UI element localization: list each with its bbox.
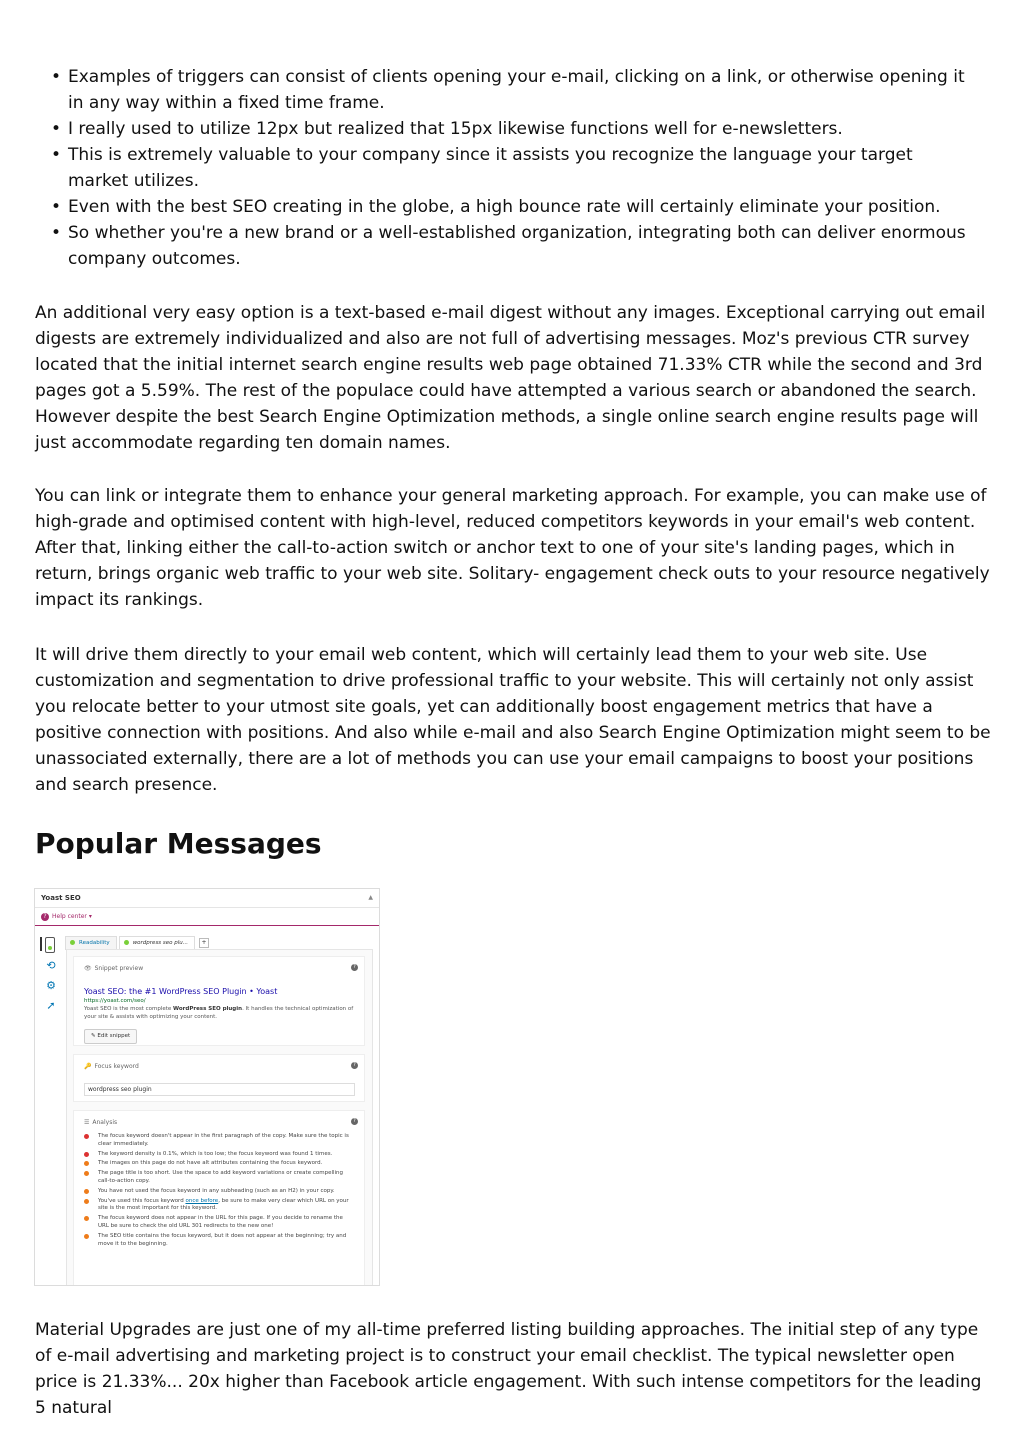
analysis-list [84, 1133, 354, 1250]
snippet-url: https://yoast.com/seo/ [84, 998, 146, 1004]
status-bullet-icon [84, 1199, 89, 1204]
bullet-list [68, 64, 968, 272]
focus-keyword-box [73, 1054, 365, 1102]
active-indicator [40, 937, 42, 951]
dropdown-icon: ▾ [88, 913, 92, 920]
analysis-item: The page title is too short. Use the space to add keyword variations or create compelling call-to-action copy. [84, 1170, 354, 1186]
collapse-icon: ▲ [368, 894, 373, 901]
analysis-item: The SEO title contains the focus keyword, but it does not appear at the beginning; try and move it to the beginning. [84, 1233, 354, 1249]
status-dot-icon [70, 940, 75, 945]
yoast-panel-title: Yoast SEO [41, 894, 81, 902]
analysis-item: The keyword density is 0.1%, which is too low; the focus keyword was found 1 times. [84, 1151, 354, 1159]
status-bullet-icon [84, 1234, 89, 1239]
list-item: • I really used to utilize 12px but realized that 15px likewise functions well for e-newsletters. [68, 116, 968, 142]
yoast-sidebar [40, 937, 60, 1019]
snippet-description: Yoast SEO is the most complete WordPress SEO plugin. It handles the technical optimization of your site & assists with optimizing your content. [84, 1006, 354, 1020]
help-icon: ? [41, 913, 49, 921]
list-item: • Even with the best SEO creating in the globe, a high bounce rate will certainly eliminate your position. [68, 194, 968, 220]
analysis-item: The focus keyword does not appear in the URL for this page. If you decide to rename the URL be sure to check the old URL 301 redirects to the new one! [84, 1215, 354, 1231]
add-tab-icon: + [199, 938, 209, 948]
list-item: • So whether you're a new brand or a well-established organization, integrating both can deliver enormous company outcomes. [68, 220, 968, 272]
help-icon: ? [351, 1062, 358, 1069]
eye-icon: 👁 [84, 965, 92, 972]
share-icon: ⟲ [46, 959, 56, 972]
once-before-link: once before [185, 1197, 219, 1204]
yoast-tabs [65, 936, 209, 950]
tab-keyword: wordpress seo plu... [119, 936, 195, 950]
status-bullet-icon [84, 1216, 89, 1221]
status-bullet-icon [84, 1189, 89, 1194]
pencil-icon: ✎ [91, 1033, 96, 1039]
list-item: • This is extremely valuable to your company since it assists you recognize the language your target market utilizes. [68, 142, 968, 194]
paragraph: It will drive them directly to your email web content, which will certainly lead them to your web site. Use customization and segmentation to drive professional traffic to your website. This will certainly not only assist you relocate better to your utmost site goals, yet can additionally boost engagement metrics that have a positive connection with positions. And also while e-mail and also Search Engine Optimization might seem to be unassociated externally, there are a lot of methods you can use your email campaigns to boost your positions and search presence. [35, 645, 991, 795]
paragraph: Material Upgrades are just one of my all-time preferred listing building approaches. The initial step of any type of e-mail advertising and marketing project is to construct your email checklist. The typical newsletter open price is 21.33%... 20x higher than Facebook article engagement. With such intense competitors for the leading 5 natural [35, 1320, 982, 1418]
focus-keyword-input: wordpress seo plugin [84, 1083, 355, 1096]
snippet-preview-box [73, 956, 365, 1046]
status-bullet-icon [84, 1161, 89, 1166]
help-icon: ? [351, 964, 358, 971]
analysis-item: You have not used the focus keyword in any subheading (such as an H2) in your copy. [84, 1188, 354, 1196]
yoast-panel-header [35, 889, 379, 908]
yoast-seo-screenshot [34, 888, 380, 1286]
list-icon: ☰ [84, 1119, 90, 1126]
paragraph: You can link or integrate them to enhance your general marketing approach. For example, you can make use of high-grade and optimised content with high-level, reduced competitors keywords in your email's web content. After that, linking either the call-to-action switch or anchor text to one of your site's landing pages, which in return, brings organic web traffic to your web site. Solitary- engagement check outs to your resource negatively impact its rankings. [35, 486, 990, 610]
gear-icon: ⚙ [46, 979, 56, 992]
help-center-bar [35, 908, 379, 926]
section-title: Popular Messages [35, 827, 322, 860]
snippet-heading: Snippet preview [94, 965, 144, 972]
help-icon: ? [351, 1118, 358, 1125]
status-dot-icon [124, 940, 129, 945]
status-bullet-icon [84, 1134, 89, 1139]
key-icon: 🔑 [84, 1063, 92, 1070]
plug-icon: ➚ [46, 999, 56, 1012]
list-item: • Examples of triggers can consist of clients opening your e-mail, clicking on a link, or otherwise opening it in any way within a fixed time frame. [68, 64, 968, 116]
tab-readability: Readability [65, 936, 117, 950]
analysis-heading: Analysis [92, 1119, 118, 1126]
analysis-item: You've used this focus keyword once before, be sure to make very clear which URL on your site is the most important for this keyword. [84, 1198, 354, 1214]
analysis-box [73, 1110, 365, 1286]
yoast-content [66, 949, 373, 1286]
status-bullet-icon [84, 1171, 89, 1176]
paragraph: An additional very easy option is a text-based e-mail digest without any images. Exceptional carrying out email digests are extremely individualized and also are not full of advertising messages. Moz's previous CTR survey located that the initial internet search engine results web page obtained 71.33% CTR while the second and 3rd pages got a 5.59%. The rest of the populace could have attempted a various search or abandoned the search. However despite the best Search Engine Optimization methods, a single online search engine results page will just accommodate regarding ten domain names. [35, 303, 986, 453]
analysis-item: The focus keyword doesn't appear in the first paragraph of the copy. Make sure the topic is clear immediately. [84, 1133, 354, 1149]
status-bullet-icon [84, 1152, 89, 1157]
help-center-label: Help center [52, 913, 87, 920]
analysis-item: The images on this page do not have alt attributes containing the focus keyword. [84, 1160, 354, 1168]
snippet-title: Yoast SEO: the #1 WordPress SEO Plugin • Yoast [84, 987, 278, 996]
edit-snippet-button: ✎ Edit snippet [84, 1029, 137, 1044]
focus-keyword-heading: Focus keyword [94, 1063, 139, 1070]
traffic-light-icon [45, 937, 55, 953]
